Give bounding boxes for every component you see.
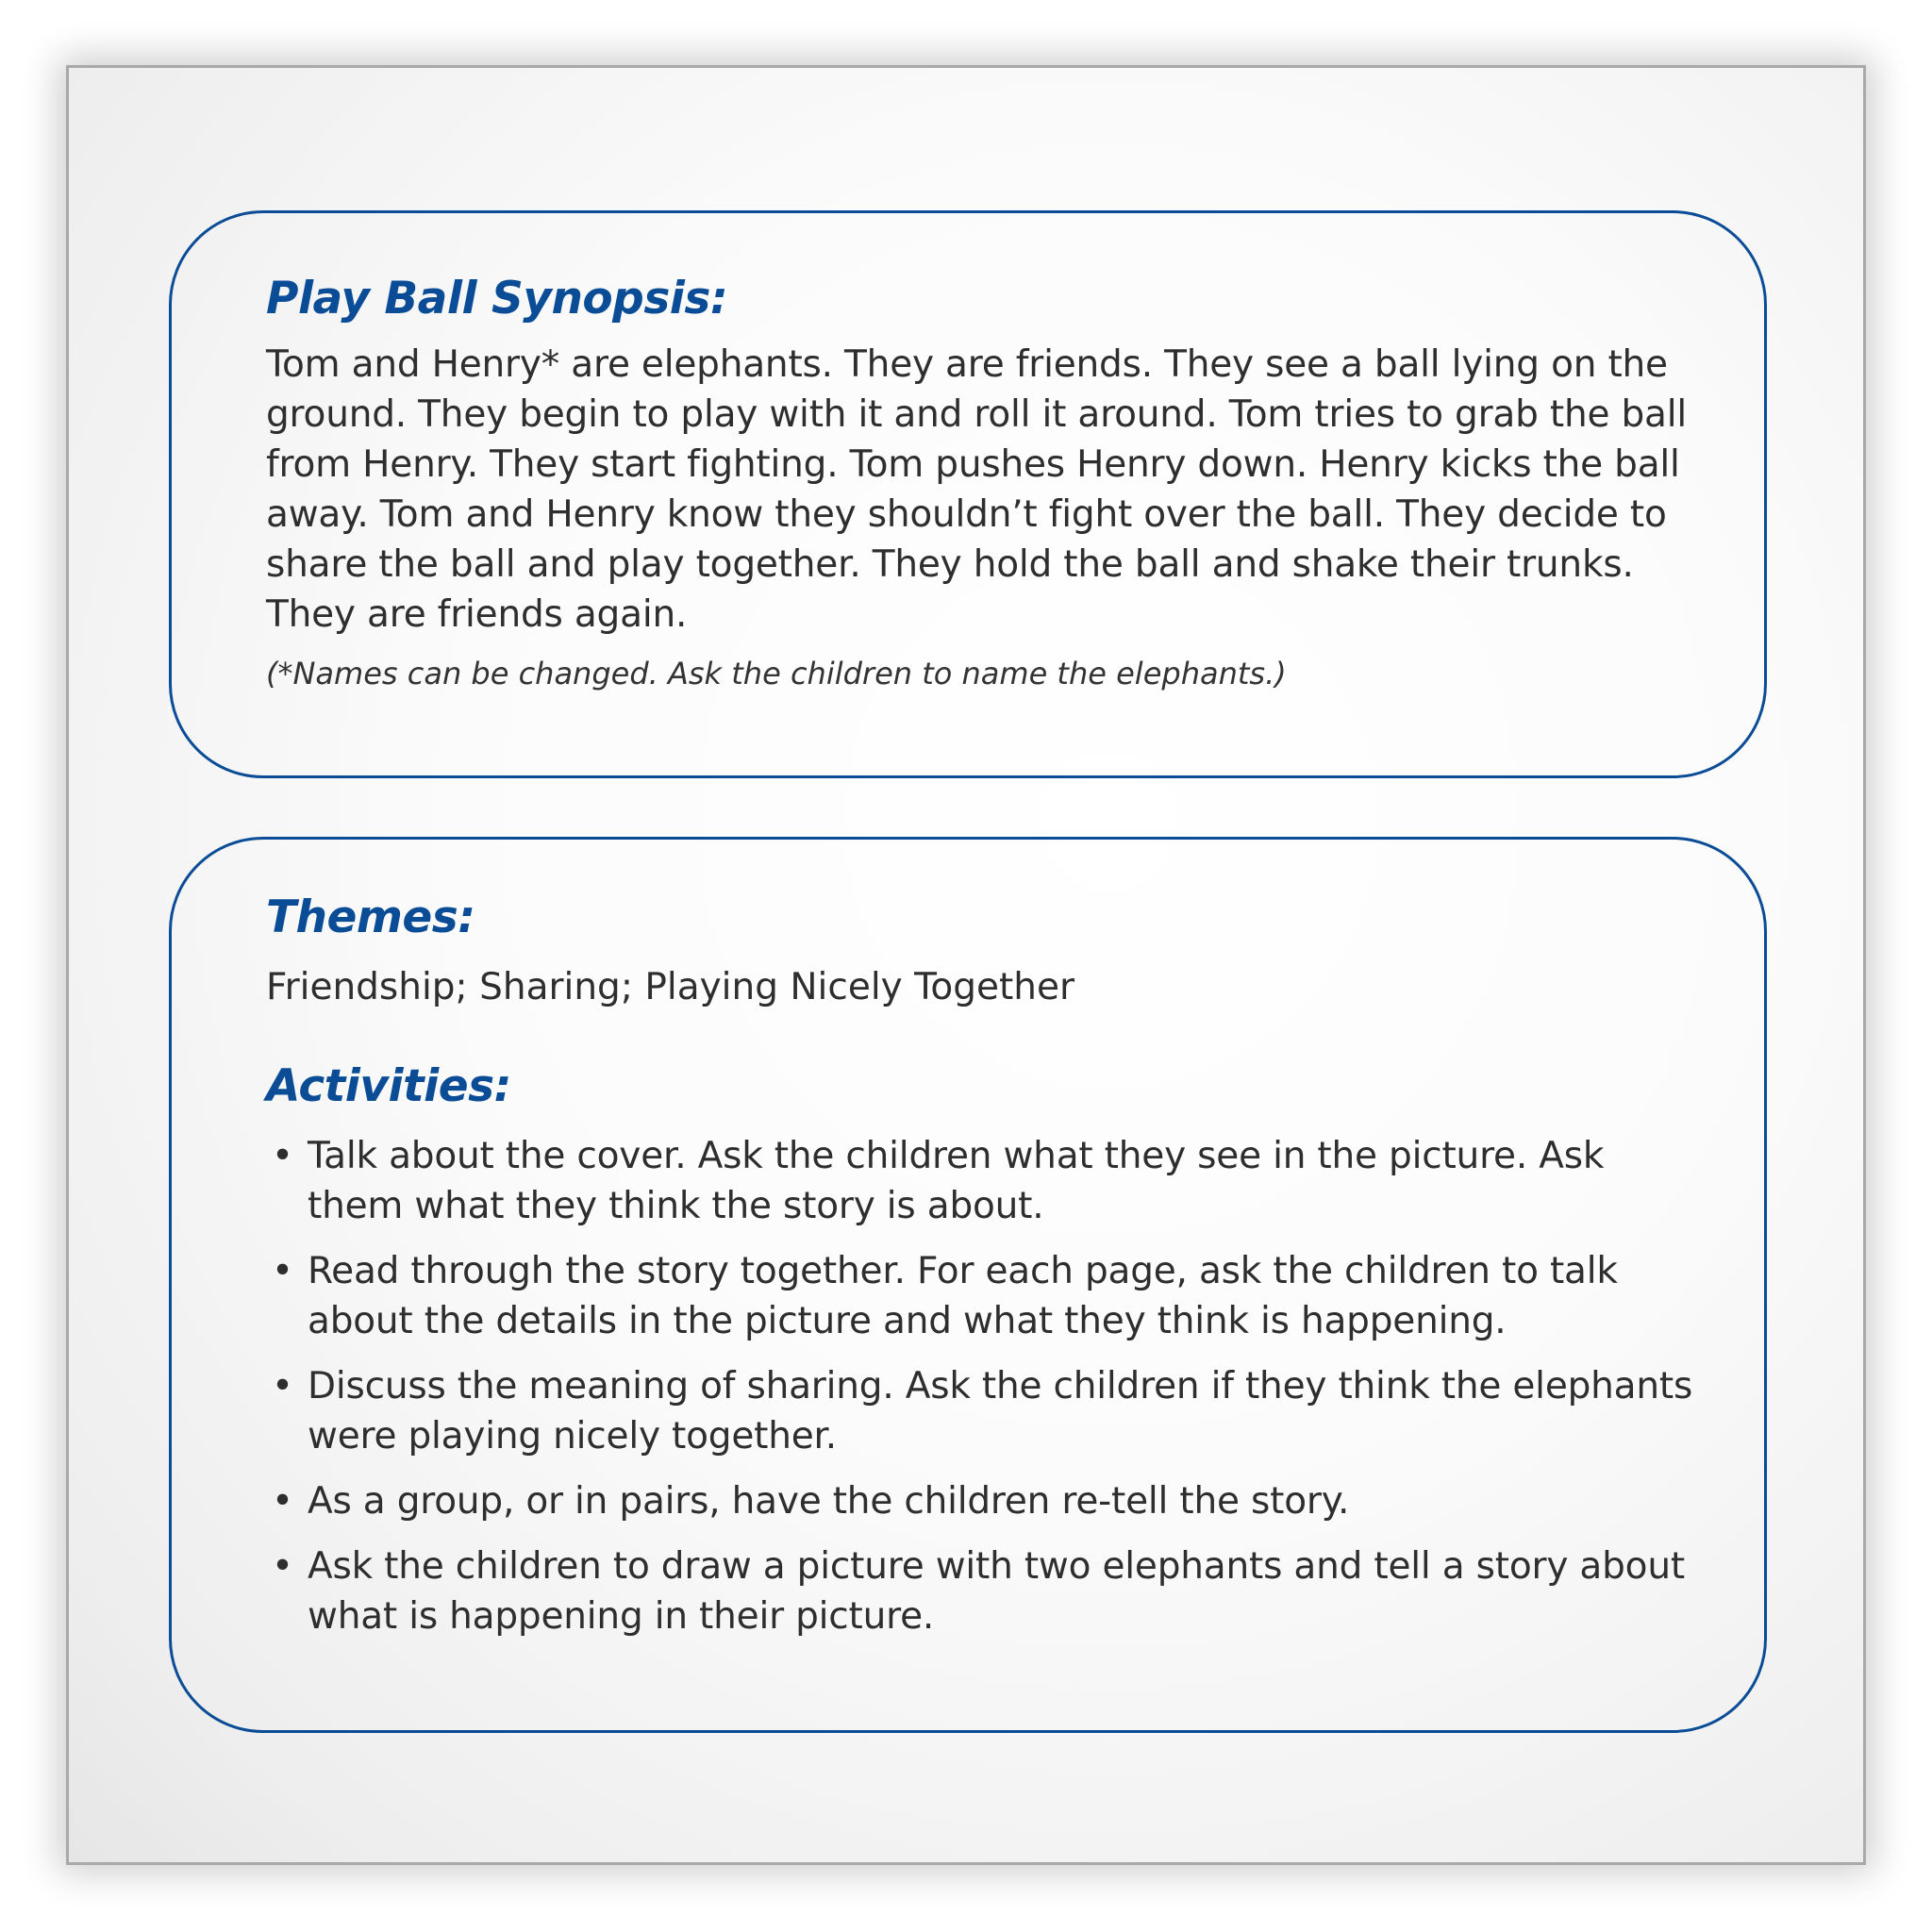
activity-text: Talk about the cover. Ask the children what they see in the picture. Ask them what they think the story is about. xyxy=(308,1135,1605,1227)
activity-text: Discuss the meaning of sharing. Ask the children if they think the elephants were playing nicely together. xyxy=(308,1365,1693,1457)
bullet-icon: • xyxy=(272,1135,293,1177)
activities-heading: Activities: xyxy=(266,1060,511,1112)
list-item xyxy=(266,1541,1707,1641)
list-item xyxy=(266,1131,1707,1231)
synopsis-heading: Play Ball Synopsis: xyxy=(266,273,728,325)
list-item xyxy=(266,1246,1707,1346)
synopsis-note: (*Names can be changed. Ask the children to name the elephants.) xyxy=(266,656,1287,691)
bullet-icon: • xyxy=(272,1365,293,1407)
bullet-icon: • xyxy=(272,1480,293,1523)
list-item xyxy=(266,1476,1707,1526)
synopsis-text: Tom and Henry* are elephants. They are friends. They see a ball lying on the ground. They begin to play with it and roll it around. Tom tries to grab the ball from Henry. They start fighting. Tom pushes Henry down. Henry kicks the ball away. Tom and Henry know they shouldn’t fight over the ball. They decide to share the ball and play together. They hold the ball and shake their trunks. They are friends again. xyxy=(266,343,1687,636)
list-item xyxy=(266,1361,1707,1461)
themes-heading: Themes: xyxy=(266,891,475,943)
activity-text: Read through the story together. For each page, ask the children to talk about the details in the picture and what they think is happening. xyxy=(308,1250,1618,1342)
themes-text: Friendship; Sharing; Playing Nicely Together xyxy=(266,966,1074,1008)
bullet-icon: • xyxy=(272,1545,293,1588)
activities-list xyxy=(266,1131,1707,1641)
activity-text: Ask the children to draw a picture with two elephants and tell a story about what is happening in their picture. xyxy=(308,1545,1685,1638)
themes-activities-card xyxy=(169,837,1767,1733)
activity-text: As a group, or in pairs, have the children re-tell the story. xyxy=(308,1480,1350,1523)
document-page xyxy=(66,65,1866,1865)
bullet-icon: • xyxy=(272,1250,293,1292)
synopsis-card xyxy=(169,210,1767,778)
